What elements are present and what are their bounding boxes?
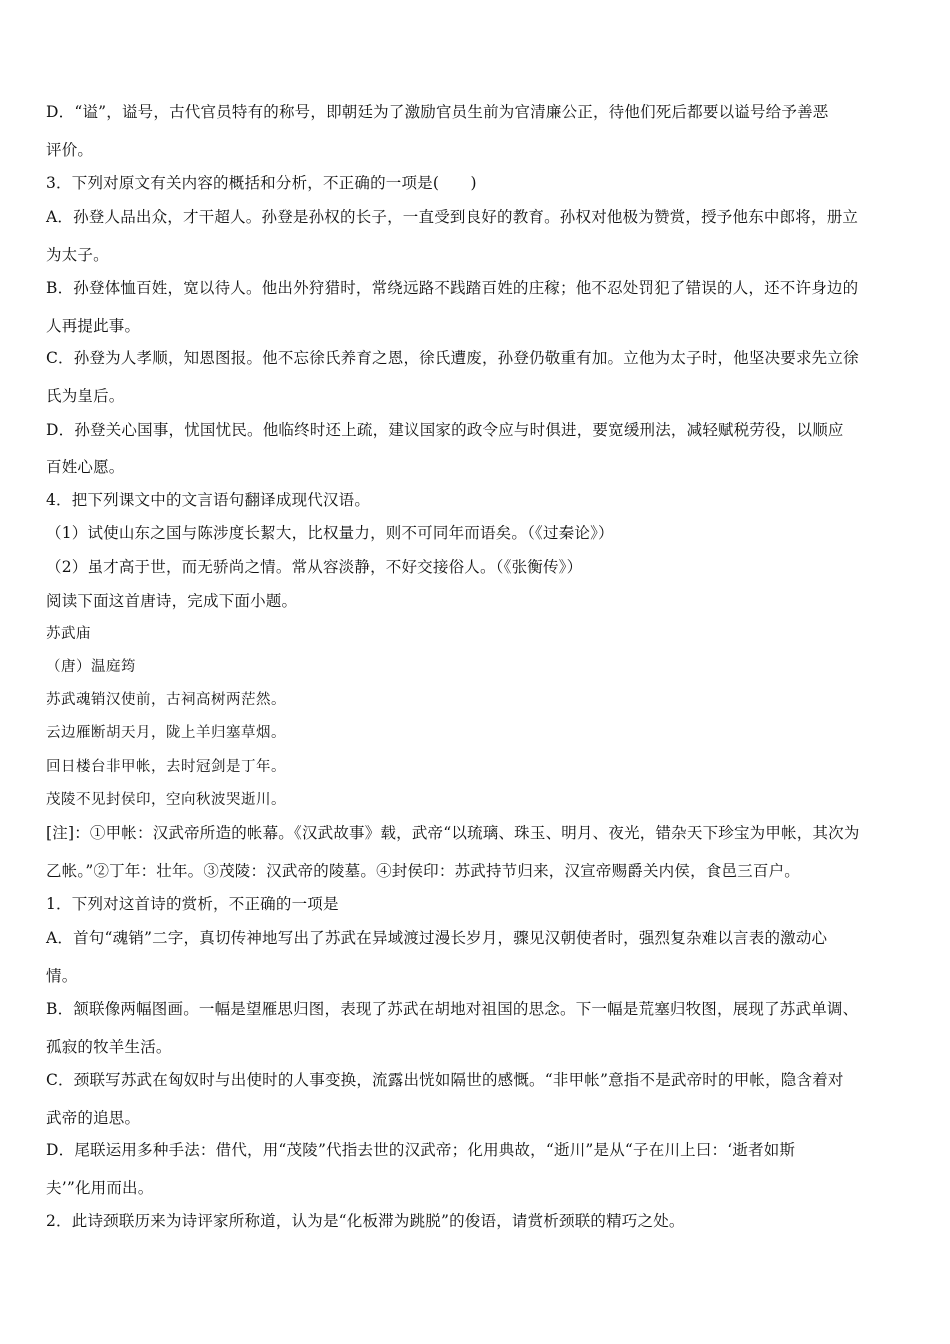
- pq1-option-a-line-2: 情。: [46, 967, 78, 985]
- pq1-option-c-line-1: C．颈联写苏武在匈奴时与出使时的人事变换，流露出恍如隔世的感慨。“非甲帐”意指不是武帝时的甲帐，隐含着对: [46, 1071, 844, 1089]
- pq1-option-c-line-2: 武帝的追思。: [46, 1109, 141, 1127]
- q4-item-1: （1）试使山东之国与陈涉度长絜大，比权量力，则不可同年而语矣。（《过秦论》）: [46, 524, 614, 542]
- question-3: 3．下列对原文有关内容的概括和分析，不正确的一项是( ): [46, 174, 477, 192]
- q3-option-c-line-1: C．孙登为人孝顺，知恩图报。他不忘徐氏养育之恩，徐氏遭废，孙登仍敬重有加。立他为太子时，他坚决要求先立徐: [46, 349, 859, 367]
- poem-line-1: 苏武魂销汉使前，古祠高树两茫然。: [46, 692, 286, 708]
- q3-option-a-line-2: 为太子。: [46, 246, 109, 264]
- poem-line-4: 茂陵不见封侯印，空向秋波哭逝川。: [46, 792, 286, 808]
- reading-instruction: 阅读下面这首唐诗，完成下面小题。: [46, 592, 298, 610]
- q3-option-d-line-2: 百姓心愿。: [46, 458, 125, 476]
- q3-option-b-line-2: 人再提此事。: [46, 317, 141, 335]
- poem-author: （唐）温庭筠: [46, 659, 136, 675]
- poem-question-1: 1．下列对这首诗的赏析，不正确的一项是: [46, 895, 339, 913]
- q3-option-d-line-1: D．孙登关心国事，忧国忧民。他临终时还上疏，建议国家的政令应与时俱进，要宽缓刑法，减轻赋税劳役，以顺应: [46, 421, 844, 439]
- pq1-option-d-line-1: D．尾联运用多种手法：借代，用“茂陵”代指去世的汉武帝；化用典故，“逝川”是从“子在川上曰：‘逝者如斯: [46, 1141, 796, 1159]
- option-d-line-1: D．“谥”，谥号，古代官员特有的称号，即朝廷为了激励官员生前为官清廉公正，待他们死后都要以谥号给予善恶: [46, 103, 829, 121]
- poem-notes-line-1: [注]：①甲帐：汉武帝所造的帐幕。《汉武故事》载，武帝“以琉璃、珠玉、明月、夜光，错杂天下珍宝为甲帐，其次为: [46, 824, 860, 842]
- q3-option-c-line-2: 氏为皇后。: [46, 387, 125, 405]
- poem-line-2: 云边雁断胡天月，陇上羊归塞草烟。: [46, 725, 286, 741]
- pq1-option-b-line-2: 孤寂的牧羊生活。: [46, 1038, 172, 1056]
- option-d-line-2: 评价。: [46, 141, 94, 159]
- q3-option-b-line-1: B．孙登体恤百姓，宽以待人。他出外狩猎时，常绕远路不践踏百姓的庄稼；他不忍处罚犯了错误的人，还不许身边的: [46, 279, 859, 297]
- poem-title: 苏武庙: [46, 626, 91, 642]
- poem-line-3: 回日楼台非甲帐，去时冠剑是丁年。: [46, 759, 286, 775]
- question-4: 4．把下列课文中的文言语句翻译成现代汉语。: [46, 491, 371, 509]
- poem-question-2: 2．此诗颈联历来为诗评家所称道，认为是“化板滞为跳脱”的俊语，请赏析颈联的精巧之处。: [46, 1212, 685, 1230]
- pq1-option-b-line-1: B．颔联像两幅图画。一幅是望雁思归图，表现了苏武在胡地对祖国的思念。下一幅是荒塞归牧图，展现了苏武单调、: [46, 1000, 859, 1018]
- pq1-option-d-line-2: 夫’”化用而出。: [46, 1179, 154, 1197]
- q3-option-a-line-1: A．孙登人品出众，才干超人。孙登是孙权的长子，一直受到良好的教育。孙权对他极为赞赏，授予他东中郎将，册立: [46, 208, 859, 226]
- q4-item-2: （2）虽才高于世，而无骄尚之情。常从容淡静，不好交接俗人。（《张衡传》）: [46, 558, 583, 576]
- poem-notes-line-2: 乙帐。”②丁年：壮年。③茂陵：汉武帝的陵墓。④封侯印：苏武持节归来，汉宣帝赐爵关内侯，食邑三百户。: [46, 862, 800, 880]
- pq1-option-a-line-1: A．首句“魂销”二字，真切传神地写出了苏武在异域渡过漫长岁月，骤见汉朝使者时，强烈复杂难以言表的激动心: [46, 929, 828, 947]
